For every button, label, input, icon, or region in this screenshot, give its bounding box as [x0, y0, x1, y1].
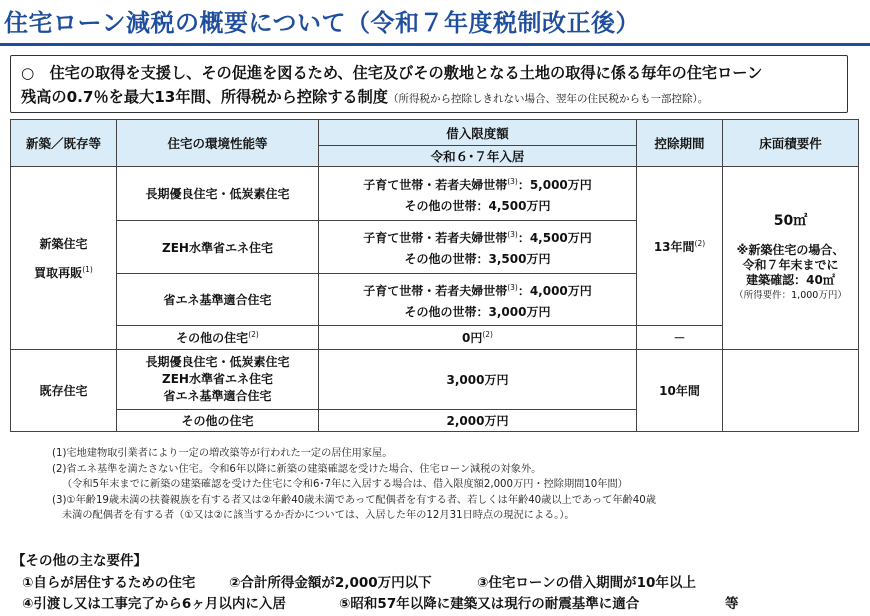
requirements-row-1 [22, 571, 696, 591]
summary-box [10, 55, 848, 113]
summary-line-2 [21, 85, 837, 111]
limit-energy-b: その他の世帯：3,000万円 [404, 304, 551, 319]
type-other-new [117, 326, 319, 350]
limit-long-term-a-amount: ：5,000万円 [517, 177, 592, 192]
floor-requirement [723, 167, 859, 350]
note-ref-2: (2) [248, 330, 259, 339]
title-underline [0, 43, 870, 46]
footnote-3-detail: 未満の配偶者を有する者（①又は②に該当するか否かについては、入居した年の12月31日時点の現況による。）。 [62, 510, 575, 522]
limit-other-new [319, 326, 637, 350]
existing-other-limit: 2,000万円 [319, 410, 637, 432]
floor-note-2: 令和７年末までに [742, 257, 839, 272]
new-period [637, 167, 723, 326]
existing-floor-blank [723, 350, 859, 432]
new-housing-label [11, 167, 117, 350]
new-housing-label-2 [13, 257, 114, 286]
note-ref-1: (1) [82, 264, 93, 274]
type-energy-standard: 省エネ基準適合住宅 [117, 274, 319, 326]
existing-type-1: 長期優良住宅・低炭素住宅 [145, 355, 290, 369]
footnotes [52, 446, 656, 524]
deduction-table [10, 119, 859, 432]
floor-note-4: （所得要件：1,000万円） [734, 289, 847, 301]
requirements-row-2 [22, 592, 739, 612]
type-other-new-label: その他の住宅 [176, 331, 249, 345]
note-ref-3: (3) [507, 282, 518, 292]
note-ref-3: (3) [507, 176, 518, 186]
requirement-etc: 等 [725, 596, 739, 612]
header-period: 控除期間 [637, 120, 723, 167]
new-housing-label-1: 新築住宅 [39, 236, 88, 251]
other-requirements-title: 【その他の主な要件】 [12, 553, 147, 569]
existing-type-2: ZEH水準省エネ住宅 [162, 372, 273, 386]
existing-type-3: 省エネ基準適合住宅 [163, 389, 272, 403]
limit-zeh-a-label: 子育て世帯・若者夫婦世帯 [363, 231, 508, 245]
footnote-2-detail: （令和5年末までに新築の建築確認を受けた住宅に令和6･7年に入居する場合は、借入限度額2,000万円・控除期間10年間） [62, 479, 628, 491]
limit-other-new-amount: 0円 [462, 331, 483, 345]
note-ref-2: (2) [482, 330, 493, 339]
requirement-3: ③住宅ローンの借入期間が10年以上 [477, 575, 696, 591]
requirement-1: ①自らが居住するための住宅 [22, 575, 196, 591]
header-new-existing: 新築／既存等 [11, 120, 117, 167]
existing-period: 10年間 [637, 350, 723, 432]
limit-zeh-b: その他の世帯：3,500万円 [404, 252, 551, 266]
existing-other-type: その他の住宅 [117, 410, 319, 432]
footnote-3: (3)①年齢19歳未満の扶養親族を有する者又は②年齢40歳未満であって配偶者を有する者、若しくは年齢40歳以上であって年齢40歳 [52, 494, 656, 506]
header-floor: 床面積要件 [723, 120, 859, 167]
limit-energy-a-amount: ：4,000万円 [517, 283, 592, 298]
note-ref-3: (3) [507, 230, 518, 239]
limit-zeh-a-amount: ：4,500万円 [517, 231, 592, 245]
requirement-4: ④引渡し又は工事完了から6ヶ月以内に入居 [22, 596, 286, 612]
limit-energy-standard [319, 274, 637, 326]
page-title: 住宅ローン減税の概要について（令和７年度税制改正後） [4, 9, 641, 37]
new-period-value: 13年間 [653, 239, 695, 254]
footnote-1: (1)宅地建物取引業者により一定の増改築等が行われた一定の居住用家屋。 [52, 448, 393, 459]
resale-label: 買取再販 [34, 265, 83, 280]
existing-limit: 3,000万円 [319, 350, 637, 410]
type-long-term: 長期優良住宅・低炭素住宅 [117, 167, 319, 221]
summary-line-1: ○ 住宅の取得を支援し、その促進を図るため、住宅及びその敷地となる土地の取得に係る毎年の住宅ローン [21, 64, 763, 82]
existing-housing-label: 既存住宅 [11, 350, 117, 432]
period-other-new: － [637, 326, 723, 350]
limit-energy-a-label: 子育て世帯・若者夫婦世帯 [363, 283, 508, 298]
requirement-5: ⑤昭和57年以降に建築又は現行の耐震基準に適合 [339, 596, 640, 612]
footnote-2: (2)省エネ基準を満たさない住宅。令和6年以降に新築の建築確認を受けた場合、住宅ローン減税の対象外。 [52, 463, 542, 475]
header-limit: 借入限度額 [319, 120, 637, 146]
note-ref-2: (2) [694, 238, 706, 248]
floor-note-1: ※新築住宅の場合、 [736, 242, 845, 257]
limit-zeh [319, 221, 637, 274]
requirement-2: ②合計所得金額が2,000万円以下 [229, 575, 432, 591]
floor-main: 50㎡ [773, 212, 808, 229]
header-limit-sub: 令和６･７年入居 [319, 146, 637, 167]
header-performance: 住宅の環境性能等 [117, 120, 319, 167]
existing-types [117, 350, 319, 410]
summary-line-2-main: 残高の0.7％を最大13年間、所得税から控除する制度 [21, 88, 388, 106]
floor-note-3: 建築確認：40㎡ [746, 272, 835, 287]
limit-long-term-b: その他の世帯：4,500万円 [404, 198, 551, 213]
summary-line-2-note: （所得税から控除しきれない場合、翌年の住民税からも一部控除）。 [387, 93, 709, 105]
type-zeh: ZEH水準省エネ住宅 [117, 221, 319, 274]
limit-long-term [319, 167, 637, 221]
limit-long-term-a-label: 子育て世帯・若者夫婦世帯 [363, 177, 508, 192]
